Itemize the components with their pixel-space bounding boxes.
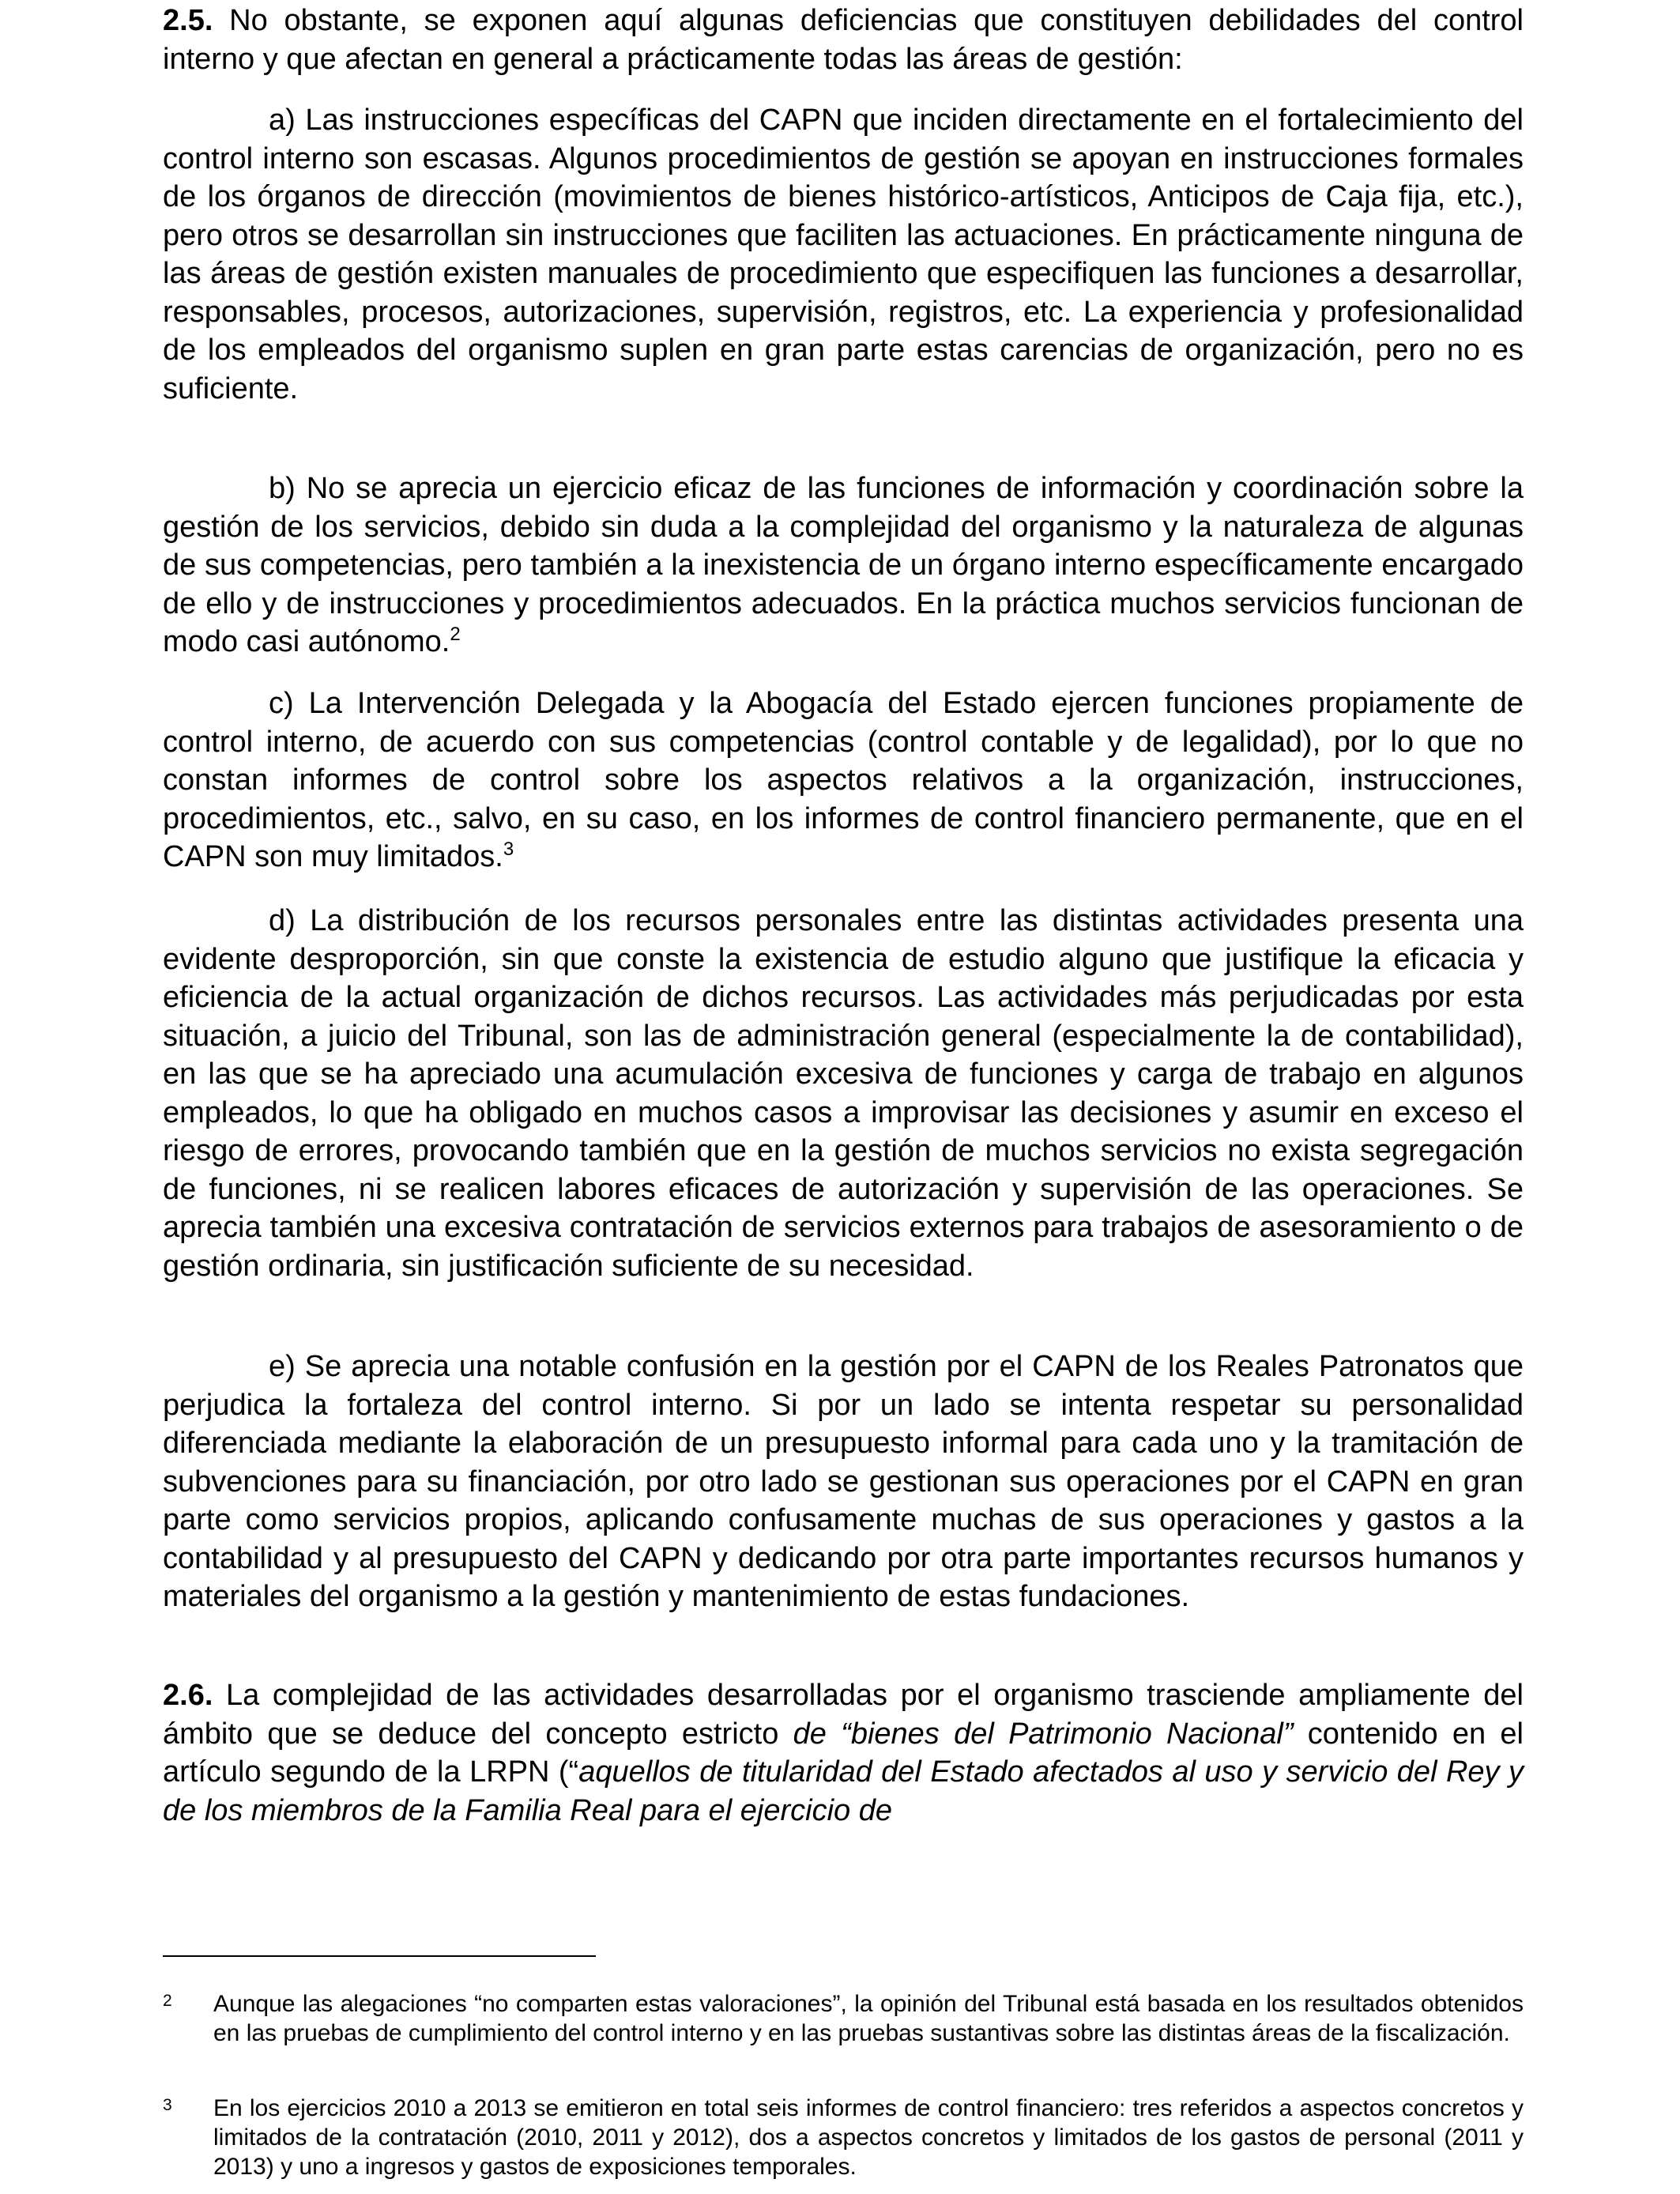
section-2-6-number: 2.6. <box>163 1679 213 1712</box>
footnote-ref-3[interactable]: 3 <box>503 839 514 860</box>
footnote-2-number: 2 <box>163 1992 172 2010</box>
footnote-2 <box>163 1989 1524 2048</box>
item-b-paragraph <box>163 469 1524 662</box>
footnote-2-text: Aunque las alegaciones “no comparten estas valoraciones”, la opinión del Tribunal está basada en los resultados obtenidos en las pruebas de cumplimiento del control interno y en las pruebas sustantivas sobre las distintas áreas de la fiscalización. <box>213 1991 1524 2046</box>
section-2-6-paragraph <box>163 1676 1524 1830</box>
footnote-ref-2[interactable]: 2 <box>450 624 461 645</box>
footnote-3 <box>163 2094 1524 2181</box>
item-c-text: c) La Intervención Delegada y la Abogacía del Estado ejercen funciones propiamente de control interno, de acuerdo con sus competencias (control contable y de legalidad), por lo que no constan informes de control sobre los aspectos relativos a la organización, instrucciones, procedimientos, etc., salvo, en su caso, en los informes de control financiero permanente, que en el CAPN son muy limitados. <box>163 687 1524 873</box>
section-2-5-number: 2.5. <box>163 4 213 37</box>
section-2-5-paragraph <box>163 2 1524 78</box>
section-2-6-text-1: La complejidad de las actividades desarrolladas por el organismo trasciende ampliamente del ámbito que se deduce del concepto estricto <box>163 1679 1524 1751</box>
item-d-paragraph: d) La distribución de los recursos personales entre las distintas actividades presenta una evidente desproporción, sin que conste la existencia de estudio alguno que justifique la eficacia y eficiencia de la actual organización de dichos recursos. Las actividades más perjudicadas por esta situación, a juicio del Tribunal, son las de administración general (especialmente la de contabilidad), en las que se ha apreciado una acumulación excesiva de funciones y carga de trabajo en algunos empleados, lo que ha obligado en muchos casos a improvisar las decisiones y asumir en exceso el riesgo de errores, provocando también que en la gestión de muchos servicios no exista segregación de funciones, ni se realicen labores eficaces de autorización y supervisión de las operaciones. Se aprecia también una excesiva contratación de servicios externos para trabajos de asesoramiento o de gestión ordinaria, sin justificación suficiente de su necesidad. <box>163 904 1524 1283</box>
footnote-3-text: En los ejercicios 2010 a 2013 se emitieron en total seis informes de control financiero: tres referidos a aspectos concretos y limitados de la contratación (2010, 2011 y 2012), dos a aspectos concretos y limitados de los gastos de personal (2011 y 2013) y uno a ingresos y gastos de exposiciones temporales. <box>213 2095 1524 2180</box>
item-b-text: b) No se aprecia un ejercicio eficaz de las funciones de información y coordinación sobre la gestión de los servicios, debido sin duda a la complejidad del organismo y la naturaleza de algunas de sus competencias, pero también a la inexistencia de un órgano interno específicamente encargado de ello y de instrucciones y procedimientos adecuados. En la práctica muchos servicios funcionan de modo casi autónomo. <box>163 472 1524 658</box>
section-2-6-italic-2: aquellos de titularidad del Estado afectados al uso y servicio del Rey y de los miembros de la Familia Real para el ejercicio de <box>163 1755 1524 1827</box>
section-2-5-text: No obstante, se exponen aquí algunas deficiencias que constituyen debilidades del control interno y que afectan en general a prácticamente todas las áreas de gestión: <box>163 4 1524 76</box>
footnote-separator <box>163 1955 596 1957</box>
item-a-paragraph: a) Las instrucciones específicas del CAPN que inciden directamente en el fortalecimiento del control interno son escasas. Algunos procedimientos de gestión se apoyan en instrucciones formales de los órganos de dirección (movimientos de bienes histórico-artísticos, Anticipos de Caja fija, etc.), pero otros se desarrollan sin instrucciones que faciliten las actuaciones. En prácticamente ninguna de las áreas de gestión existen manuales de procedimiento que especifiquen las funciones a desarrollar, responsables, procesos, autorizaciones, supervisión, registros, etc. La experiencia y profesionalidad de los empleados del organismo suplen en gran parte estas carencias de organización, pero no es suficiente. <box>163 104 1524 405</box>
item-e-paragraph: e) Se aprecia una notable confusión en la gestión por el CAPN de los Reales Patronatos que perjudica la fortaleza del control interno. Si por un lado se intenta respetar su personalidad diferenciada mediante la elaboración de un presupuesto informal para cada uno y la tramitación de subvenciones para su financiación, por otro lado se gestionan sus operaciones por el CAPN en gran parte como servicios propios, aplicando confusamente muchas de sus operaciones y gastos a la contabilidad y al presupuesto del CAPN y dedicando por otra parte importantes recursos humanos y materiales del organismo a la gestión y mantenimiento de estas fundaciones. <box>163 1350 1524 1613</box>
section-2-6-text-2: contenido en el artículo segundo de la LRPN (“ <box>163 1717 1524 1789</box>
section-2-6-italic-1: de “bienes del Patrimonio Nacional” <box>793 1717 1294 1751</box>
footnote-3-number: 3 <box>163 2096 172 2114</box>
item-c-paragraph <box>163 684 1524 876</box>
